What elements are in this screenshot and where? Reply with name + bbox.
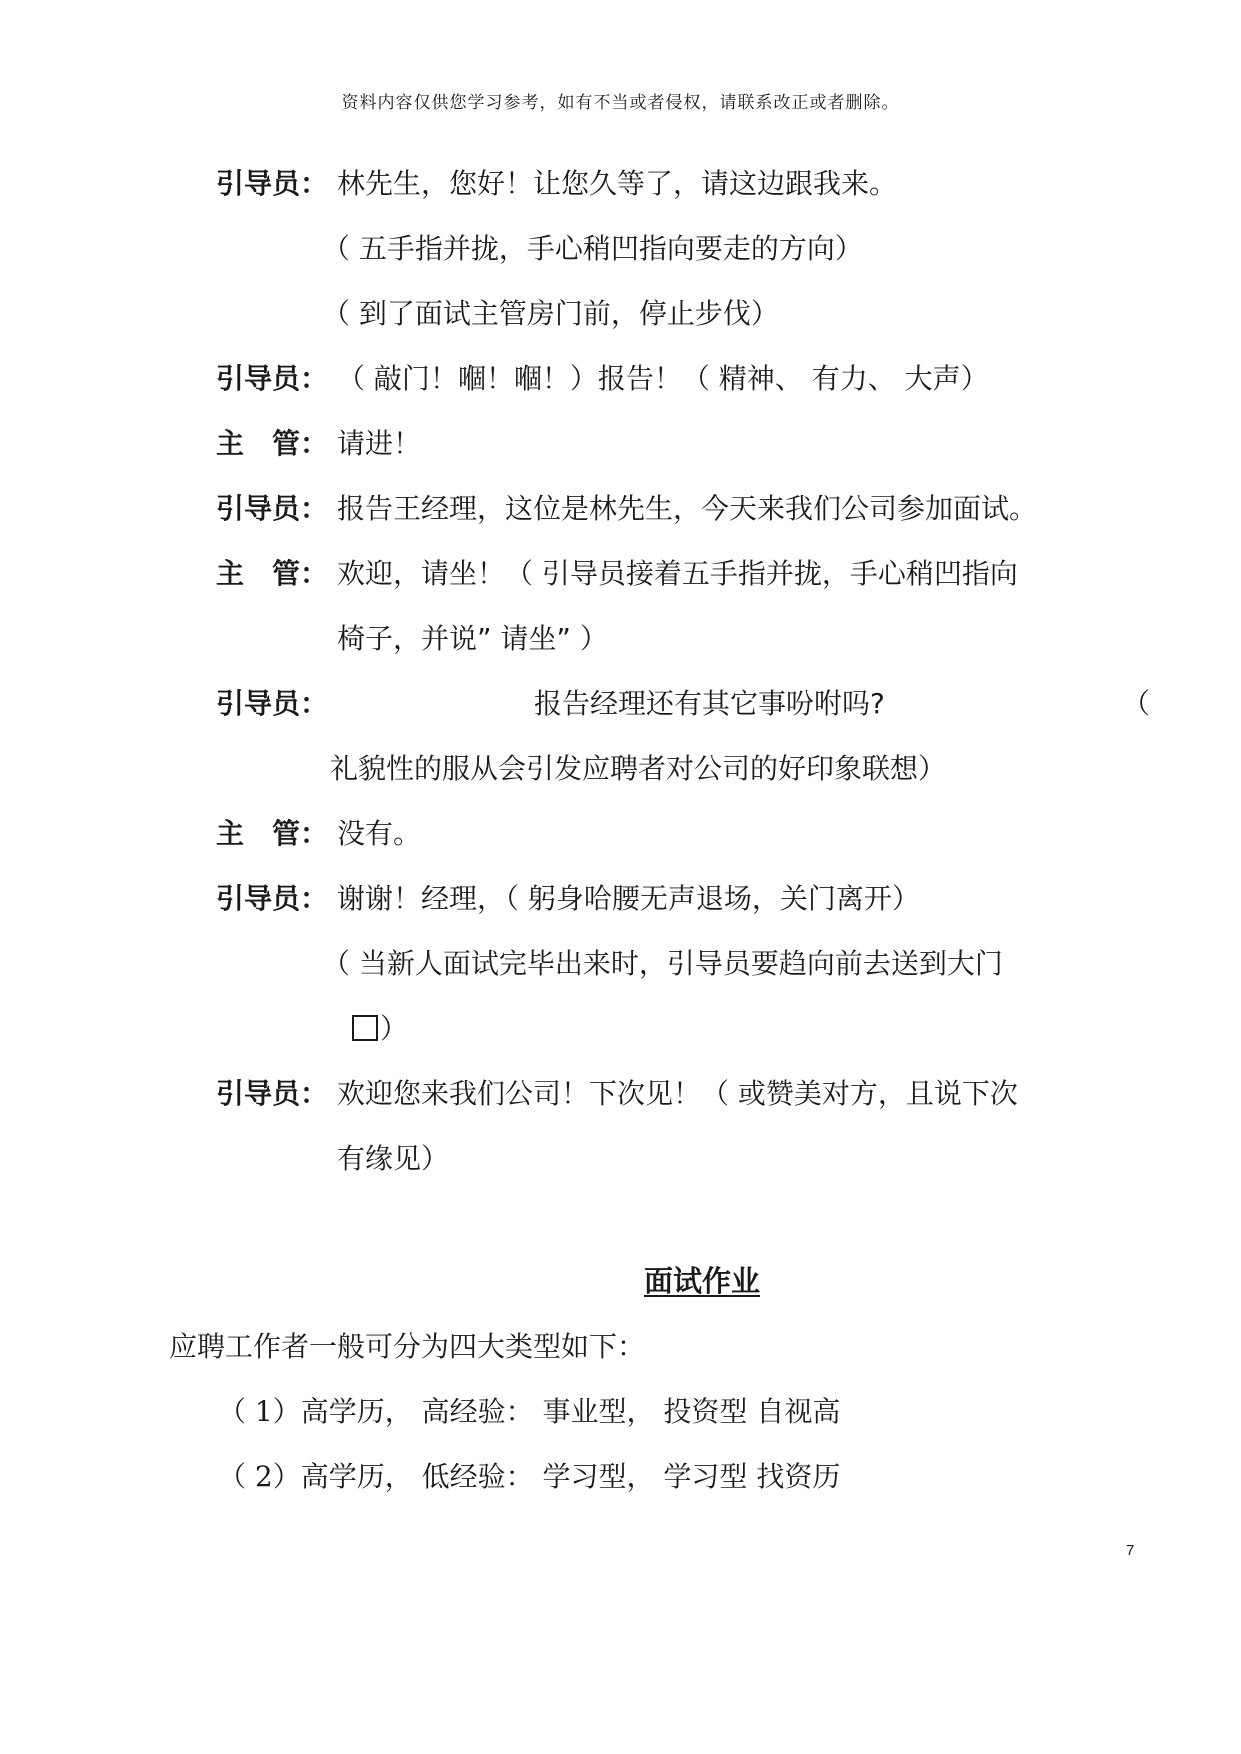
speaker-label: 引导员： — [216, 687, 329, 720]
stage-direction: （ 五手指并拢，手心稍凹指向要走的方向） — [322, 232, 863, 265]
stage-direction: （ 到了面试主管房门前，停止步伐） — [322, 297, 779, 330]
dialogue-line-continued: 椅子，并说” 请坐” ） — [337, 622, 608, 655]
page-number: 7 — [1126, 1542, 1135, 1559]
dialogue-line: 欢迎您来我们公司！下次见！（ 或赞美对方，且说下次 — [337, 1077, 1018, 1110]
speaker-label: 引导员： — [216, 362, 329, 395]
dialogue-line: 请进！ — [337, 427, 422, 460]
speaker-label: 引导员： — [216, 882, 329, 915]
list-item: （ 1）高学历， 高经验： 事业型， 投资型 自视高 — [218, 1395, 841, 1428]
stage-direction-continued — [352, 1011, 408, 1047]
list-item: （ 2）高学历， 低经验： 学习型， 学习型 找资历 — [218, 1460, 841, 1493]
speaker-label: 主 管： — [216, 817, 329, 850]
section-title-text: 面试作业 — [643, 1264, 760, 1298]
dialogue-line: 报告王经理，这位是林先生，今天来我们公司参加面试。 — [337, 492, 1038, 525]
speaker-label: 引导员： — [216, 492, 329, 525]
speaker-label: 主 管： — [216, 427, 329, 460]
dialogue-line-continued: 礼貌性的服从会引发应聘者对公司的好印象联想） — [330, 752, 947, 785]
dialogue-line: 报告经理还有其它事吩咐吗? — [534, 687, 885, 720]
speaker-label: 引导员： — [216, 167, 329, 200]
speaker-label: 主 管： — [216, 557, 329, 590]
dialogue-line: 没有。 — [337, 817, 422, 850]
dialogue-line-continued: 有缘见） — [337, 1142, 450, 1175]
section-intro: 应聘工作者一般可分为四大类型如下： — [169, 1330, 646, 1363]
stage-direction: （ 当新人面试完毕出来时，引导员要趋向前去送到大门 — [322, 947, 1003, 980]
dialogue-line: 欢迎，请坐！（ 引导员接着五手指并拢，手心稍凹指向 — [337, 557, 1018, 590]
stage-direction-end: ） — [380, 1012, 409, 1045]
dialogue-line-paren: （ — [1122, 687, 1151, 720]
missing-glyph-box-icon — [352, 1015, 378, 1041]
dialogue-line: 林先生，您好！让您久等了，请这边跟我来。 — [337, 167, 898, 200]
section-title — [0, 1262, 1241, 1300]
dialogue-line: 谢谢！经理，（ 躬身哈腰无声退场，关门离开） — [337, 882, 920, 915]
dialogue-line: （ 敲门！嗰！嗰！）报告！（ 精神、 有力、 大声） — [337, 362, 989, 395]
page-header-disclaimer: 资料内容仅供您学习参考，如有不当或者侵权，请联系改正或者删除。 — [341, 93, 900, 113]
speaker-label: 引导员： — [216, 1077, 329, 1110]
